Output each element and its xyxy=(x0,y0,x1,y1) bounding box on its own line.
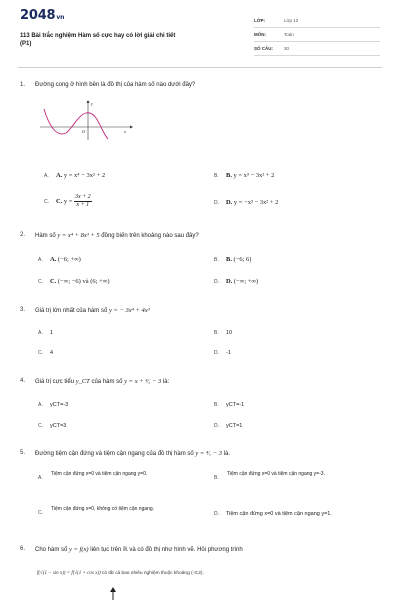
question-formula: y = x + ⁴⁄ₓ − 3 xyxy=(124,378,162,385)
question-text xyxy=(35,450,230,457)
option-a[interactable] xyxy=(38,470,188,488)
equation-formula: f(√(1 − sin x)) = f(√(1 + cos x)) xyxy=(37,571,101,576)
option-b[interactable] xyxy=(214,470,364,488)
option-formula: (−6; +∞) xyxy=(57,256,81,263)
question-text xyxy=(35,232,199,239)
option-value: 10 xyxy=(226,330,233,336)
document-title xyxy=(20,32,240,48)
origin-label: O xyxy=(82,129,85,134)
question-formula: y = ⁴⁄ₓ − 3 xyxy=(195,450,223,457)
option-a[interactable] xyxy=(38,402,68,408)
x-axis-label: x xyxy=(124,129,126,134)
logo-text: 2048 xyxy=(20,8,56,23)
option-label: C. xyxy=(38,510,43,516)
question-number: 2. xyxy=(20,232,26,238)
option-label: C. xyxy=(38,279,43,285)
option-a[interactable] xyxy=(38,330,53,336)
option-value: 1 xyxy=(50,330,54,336)
question-text-prefix: Đường tiệm cận đứng và tiệm cận ngang của đồ thị hàm số xyxy=(35,451,194,457)
option-d[interactable] xyxy=(214,350,231,356)
question-number: 5. xyxy=(20,450,26,456)
option-label: A. xyxy=(38,402,43,408)
option-letter: C. xyxy=(50,278,57,285)
option-formula: (−∞; −6) và (6; +∞) xyxy=(57,278,110,285)
graph-y-axis-arrow-icon xyxy=(108,586,118,600)
question-text xyxy=(35,307,150,314)
option-fraction xyxy=(74,194,92,209)
option-letter: D. xyxy=(226,278,233,285)
question-4 xyxy=(20,378,382,438)
meta-label: LỚP: xyxy=(254,18,266,23)
option-label: A. xyxy=(38,257,43,263)
question-formula: y = f(x) xyxy=(69,546,89,553)
question-2 xyxy=(20,232,382,292)
option-b[interactable] xyxy=(214,256,251,263)
option-label: D. xyxy=(214,200,219,206)
document-title-line1: 113 Bài trắc nghiệm Hàm số cực hay có lời giải chi tiết xyxy=(20,33,176,39)
meta-value: 30 xyxy=(284,46,290,51)
question-3 xyxy=(20,307,382,367)
option-label: B. xyxy=(214,330,219,336)
option-label: D. xyxy=(214,350,219,356)
option-label: A. xyxy=(44,173,49,179)
question-formula-ycT: y_CT xyxy=(75,378,90,385)
option-label: B. xyxy=(214,173,219,179)
option-value: yCT=1 xyxy=(226,423,243,429)
option-value: yCT=3 xyxy=(50,423,67,429)
option-label: A. xyxy=(38,475,43,481)
option-d[interactable] xyxy=(214,278,258,285)
option-a[interactable] xyxy=(38,256,81,263)
option-value: Tiệm cận đứng x=0 và tiệm cận ngang y=0. xyxy=(51,471,148,477)
question-6-equation xyxy=(37,571,204,576)
option-label: A. xyxy=(38,330,43,336)
option-letter: A. xyxy=(50,256,57,263)
option-value: yCT=-1 xyxy=(226,402,245,408)
question-text-suffix: đồng biến trên khoảng nào sau đây? xyxy=(101,233,199,239)
option-letter: B. xyxy=(226,256,232,263)
meta-row-subject xyxy=(254,29,380,42)
option-label: D. xyxy=(214,423,219,429)
option-c[interactable] xyxy=(38,278,110,285)
question-formula: y = x⁴ + 8x³ + 5 xyxy=(57,232,100,239)
option-formula: y = x³ − 3x² + 2 xyxy=(233,172,275,179)
option-d[interactable] xyxy=(214,423,242,429)
question-text-prefix: Giá trị cực tiểu xyxy=(35,379,75,385)
meta-label: MÔN: xyxy=(254,32,266,37)
header-divider xyxy=(18,67,382,68)
option-label: D. xyxy=(214,511,219,517)
fraction-denominator: x + 1 xyxy=(76,202,90,208)
question-text-mid: của hàm số xyxy=(91,379,123,385)
question-number: 3. xyxy=(20,307,26,313)
option-b[interactable] xyxy=(214,402,244,408)
y-axis-arrow xyxy=(87,100,90,103)
question-text-suffix: là. xyxy=(223,451,231,457)
question-formula: y = − 3x⁴ + 4x³ xyxy=(108,307,150,314)
question-5 xyxy=(20,450,382,540)
question-number: 1. xyxy=(20,82,26,88)
option-label: B. xyxy=(214,402,219,408)
question-text xyxy=(35,378,169,385)
question-text-prefix: Hàm số xyxy=(35,233,56,239)
option-formula: y = x⁴ − 3x² + 2 xyxy=(63,172,106,179)
option-letter: B. xyxy=(226,172,232,179)
function-graph xyxy=(36,99,134,141)
option-formula: y = −x³ − 3x² + 2 xyxy=(233,199,279,206)
question-text-prefix: Cho hàm số xyxy=(35,547,68,553)
option-value: 4 xyxy=(50,350,54,356)
option-label: C. xyxy=(44,198,49,205)
document-title-line2: (P1) xyxy=(20,41,32,47)
option-letter: A. xyxy=(56,172,63,179)
option-d[interactable] xyxy=(214,199,278,206)
meta-value: Toán xyxy=(284,32,294,37)
option-c[interactable] xyxy=(44,194,92,209)
option-value: -1 xyxy=(226,350,231,356)
y-axis-label: y xyxy=(91,101,93,106)
option-b[interactable] xyxy=(214,330,232,336)
option-label: B. xyxy=(214,475,219,481)
fraction-numerator: 3x + 2 xyxy=(74,194,91,200)
option-d[interactable] xyxy=(214,511,332,517)
option-formula: (−∞; +∞) xyxy=(233,278,259,285)
option-c[interactable] xyxy=(38,505,188,523)
option-value: Tiệm cận đứng x=0 và tiệm cận ngang y=-3. xyxy=(227,471,325,477)
option-c[interactable] xyxy=(38,423,66,429)
question-text-suffix: liên tục trên ℝ và có đồ thị như hình vẽ. Hỏi phương trình xyxy=(90,547,243,553)
equation-text: có tất cả bao nhiêu nghiệm thuộc khoảng (-3;2). xyxy=(102,571,204,576)
option-c[interactable] xyxy=(38,350,53,356)
option-value: yCT=-3 xyxy=(50,402,69,408)
question-6 xyxy=(20,546,382,566)
option-label: B. xyxy=(214,257,219,263)
logo-suffix: vn xyxy=(56,14,65,21)
question-text-prefix: Giá trị lớn nhất của hàm số xyxy=(35,308,108,314)
question-text: Đường cong ở hình bên là đồ thị của hàm số nào dưới đây? xyxy=(35,82,196,88)
question-text xyxy=(35,546,243,553)
page-header xyxy=(0,0,400,62)
function-curve xyxy=(44,109,108,139)
option-label: C. xyxy=(38,423,43,429)
meta-label: SỐ CÂU: xyxy=(254,46,273,51)
option-letter: C. xyxy=(56,197,63,205)
question-number: 4. xyxy=(20,378,26,384)
meta-row-class xyxy=(254,15,380,28)
option-a[interactable] xyxy=(44,172,105,179)
meta-info xyxy=(254,15,380,57)
question-number: 6. xyxy=(20,546,26,552)
option-label: C. xyxy=(38,350,43,356)
option-b[interactable] xyxy=(214,172,274,179)
site-logo[interactable] xyxy=(20,8,64,23)
option-formula: (−6; 6) xyxy=(233,256,252,263)
question-text-suffix: là: xyxy=(162,379,170,385)
option-letter: D. xyxy=(226,199,233,206)
option-formula: y = xyxy=(63,197,73,205)
meta-value: Lớp 12 xyxy=(284,18,299,23)
option-value: Tiệm cận đứng x=0, không có tiệm cận ngang. xyxy=(51,506,155,512)
x-axis-arrow xyxy=(130,126,133,129)
meta-row-count xyxy=(254,43,380,56)
option-label: D. xyxy=(214,279,219,285)
option-value: Tiệm cận đứng x=0 và tiệm cận ngang y=1. xyxy=(226,511,332,517)
